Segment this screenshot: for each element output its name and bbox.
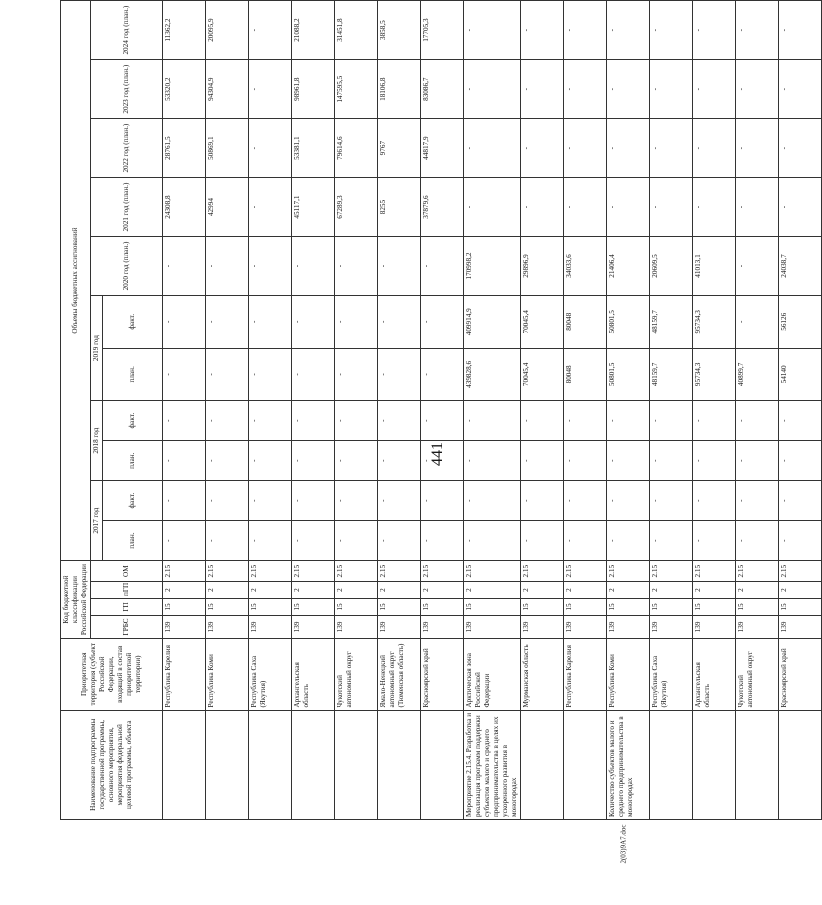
- cell-gp: 15: [521, 599, 564, 616]
- cell-grbs: 139: [292, 615, 335, 638]
- cell-territory: Красноярский край: [779, 638, 822, 710]
- table-row: [464, 1, 521, 820]
- header-om: ОМ: [91, 561, 163, 582]
- cell-2018-plan: -: [163, 441, 206, 481]
- cell-2019-plan: -: [421, 348, 464, 401]
- cell-2021: -: [736, 178, 779, 237]
- cell-2019-fact: 70045,4: [521, 295, 564, 348]
- table-row: [521, 1, 564, 820]
- cell-2023: -: [464, 60, 521, 119]
- header-2021: 2021 год (план.): [91, 178, 163, 237]
- cell-grbs: 139: [693, 615, 736, 638]
- cell-2017-plan: -: [378, 521, 421, 561]
- cell-2024: -: [521, 1, 564, 60]
- cell-2018-plan: -: [693, 441, 736, 481]
- cell-2021: -: [779, 178, 822, 237]
- cell-gp: 15: [693, 599, 736, 616]
- cell-2021: -: [249, 178, 292, 237]
- cell-gp: 15: [335, 599, 378, 616]
- cell-om: 2.15: [249, 561, 292, 582]
- cell-grbs: 139: [335, 615, 378, 638]
- cell-2019-fact: -: [292, 295, 335, 348]
- cell-2023: -: [521, 60, 564, 119]
- cell-grbs: 139: [521, 615, 564, 638]
- cell-2019-plan: -: [378, 348, 421, 401]
- cell-name: [292, 710, 335, 819]
- cell-2017-plan: -: [521, 521, 564, 561]
- cell-2022: -: [464, 119, 521, 178]
- cell-2022: -: [779, 119, 822, 178]
- cell-2018-fact: -: [206, 401, 249, 441]
- cell-2019-fact: -: [421, 295, 464, 348]
- cell-om: 2.15: [421, 561, 464, 582]
- cell-2022: -: [249, 119, 292, 178]
- cell-2020: -: [421, 237, 464, 296]
- table-row: [421, 1, 464, 820]
- header-pgp: пГП: [91, 582, 163, 599]
- cell-2017-fact: -: [378, 481, 421, 521]
- cell-om: 2.15: [650, 561, 693, 582]
- cell-2024: -: [736, 1, 779, 60]
- cell-pgp: 2: [206, 582, 249, 599]
- cell-2022: -: [650, 119, 693, 178]
- cell-2023: -: [650, 60, 693, 119]
- cell-2017-fact: -: [564, 481, 607, 521]
- cell-name: [521, 710, 564, 819]
- cell-2017-fact: -: [779, 481, 822, 521]
- cell-2017-fact: -: [335, 481, 378, 521]
- cell-2017-fact: -: [650, 481, 693, 521]
- cell-grbs: 139: [564, 615, 607, 638]
- cell-2021: -: [564, 178, 607, 237]
- header-territory: Приоритетная территория (субъект Российской Федерации, входящий в состав приоритетной территории): [61, 638, 163, 710]
- cell-2022: 53381,1: [292, 119, 335, 178]
- cell-2018-plan: -: [650, 441, 693, 481]
- cell-2019-fact: -: [736, 295, 779, 348]
- cell-2018-plan: -: [607, 441, 650, 481]
- cell-territory: Республика Карелия: [564, 638, 607, 710]
- cell-territory: Республика Карелия: [163, 638, 206, 710]
- cell-territory: Красноярский край: [421, 638, 464, 710]
- cell-2017-fact: -: [521, 481, 564, 521]
- cell-2019-plan: 439828,6: [464, 348, 521, 401]
- header-gp: ГП: [91, 599, 163, 616]
- cell-2018-fact: -: [693, 401, 736, 441]
- cell-2021: -: [521, 178, 564, 237]
- cell-name: [421, 710, 464, 819]
- cell-2018-fact: -: [378, 401, 421, 441]
- cell-gp: 15: [607, 599, 650, 616]
- cell-gp: 15: [421, 599, 464, 616]
- cell-2019-fact: -: [206, 295, 249, 348]
- cell-2023: 98961,8: [292, 60, 335, 119]
- table-row: [378, 1, 421, 820]
- cell-2023: -: [693, 60, 736, 119]
- cell-2017-plan: -: [464, 521, 521, 561]
- cell-2019-plan: -: [163, 348, 206, 401]
- cell-2017-plan: -: [421, 521, 464, 561]
- cell-2023: 83086,7: [421, 60, 464, 119]
- cell-2024: -: [779, 1, 822, 60]
- rotated-table-container: [60, 0, 788, 820]
- cell-pgp: 2: [464, 582, 521, 599]
- cell-2017-plan: -: [163, 521, 206, 561]
- cell-grbs: 139: [464, 615, 521, 638]
- cell-territory: Ямало-Ненецкий автономный округ (Тюменская область): [378, 638, 421, 710]
- table-row: [292, 1, 335, 820]
- cell-2018-plan: -: [378, 441, 421, 481]
- cell-2021: -: [650, 178, 693, 237]
- cell-2017-plan: -: [564, 521, 607, 561]
- budget-table: [60, 0, 822, 820]
- cell-2024: -: [464, 1, 521, 60]
- table-row: [650, 1, 693, 820]
- cell-2023: -: [607, 60, 650, 119]
- header-2019-plan: план.: [103, 348, 163, 401]
- cell-2019-fact: 80048: [564, 295, 607, 348]
- cell-om: 2.15: [736, 561, 779, 582]
- cell-pgp: 2: [521, 582, 564, 599]
- cell-grbs: 139: [779, 615, 822, 638]
- cell-2018-plan: -: [292, 441, 335, 481]
- cell-2021: -: [464, 178, 521, 237]
- cell-2019-plan: 80048: [564, 348, 607, 401]
- cell-2023: -: [249, 60, 292, 119]
- cell-2019-plan: 40899,7: [736, 348, 779, 401]
- cell-gp: 15: [378, 599, 421, 616]
- cell-pgp: 2: [607, 582, 650, 599]
- cell-2018-fact: -: [249, 401, 292, 441]
- cell-territory: Мурманская область: [521, 638, 564, 710]
- cell-territory: Чукотский автономный округ: [335, 638, 378, 710]
- cell-2019-fact: -: [378, 295, 421, 348]
- cell-om: 2.15: [335, 561, 378, 582]
- cell-2022: 44817,9: [421, 119, 464, 178]
- cell-2022: -: [736, 119, 779, 178]
- cell-2019-fact: -: [335, 295, 378, 348]
- cell-2018-plan: -: [736, 441, 779, 481]
- cell-pgp: 2: [779, 582, 822, 599]
- cell-gp: 15: [292, 599, 335, 616]
- header-2019: 2019 год: [91, 295, 103, 400]
- cell-2024: 17705,3: [421, 1, 464, 60]
- cell-2019-plan: 70045,4: [521, 348, 564, 401]
- cell-gp: 15: [249, 599, 292, 616]
- cell-2017-plan: -: [292, 521, 335, 561]
- cell-2018-fact: -: [607, 401, 650, 441]
- cell-2017-fact: -: [249, 481, 292, 521]
- cell-2024: -: [607, 1, 650, 60]
- cell-2019-plan: 54140: [779, 348, 822, 401]
- cell-2020: 24038,7: [779, 237, 822, 296]
- cell-pgp: 2: [736, 582, 779, 599]
- cell-2022: 50869,1: [206, 119, 249, 178]
- cell-2017-fact: -: [163, 481, 206, 521]
- cell-2024: -: [249, 1, 292, 60]
- cell-2018-fact: -: [292, 401, 335, 441]
- cell-2019-plan: -: [206, 348, 249, 401]
- cell-2020: -: [378, 237, 421, 296]
- cell-name: [736, 710, 779, 819]
- cell-2023: 147595,5: [335, 60, 378, 119]
- table-row: [335, 1, 378, 820]
- cell-2018-fact: -: [335, 401, 378, 441]
- cell-2017-plan: -: [249, 521, 292, 561]
- cell-pgp: 2: [378, 582, 421, 599]
- cell-2024: 3858,5: [378, 1, 421, 60]
- cell-om: 2.15: [163, 561, 206, 582]
- header-2017-fact: факт.: [103, 481, 163, 521]
- cell-2019-plan: 95734,3: [693, 348, 736, 401]
- cell-om: 2.15: [521, 561, 564, 582]
- cell-2019-fact: 56126: [779, 295, 822, 348]
- cell-pgp: 2: [421, 582, 464, 599]
- cell-2020: 21406,4: [607, 237, 650, 296]
- cell-2022: 79614,6: [335, 119, 378, 178]
- cell-2018-plan: -: [464, 441, 521, 481]
- cell-2020: -: [206, 237, 249, 296]
- cell-name: [335, 710, 378, 819]
- cell-name: Количество субъектов малого и среднего предпринимательства в моногородах: [607, 710, 650, 819]
- cell-om: 2.15: [564, 561, 607, 582]
- cell-2024: -: [693, 1, 736, 60]
- cell-territory: Арктическая зона Российской Федерации: [464, 638, 521, 710]
- cell-2019-plan: -: [335, 348, 378, 401]
- cell-2020: 29896,9: [521, 237, 564, 296]
- cell-2022: -: [693, 119, 736, 178]
- table-row: [736, 1, 779, 820]
- cell-2018-plan: -: [421, 441, 464, 481]
- cell-2018-plan: -: [206, 441, 249, 481]
- cell-2020: -: [292, 237, 335, 296]
- cell-2018-fact: -: [464, 401, 521, 441]
- cell-2021: -: [607, 178, 650, 237]
- cell-om: 2.15: [693, 561, 736, 582]
- header-code-group: Код бюджетной классификации Российской Федерации: [61, 561, 91, 639]
- cell-2021: 45117,1: [292, 178, 335, 237]
- cell-2020: -: [335, 237, 378, 296]
- header-name: Наименование подпрограммы государственной программы, основного мероприятия, мероприятия федеральной целевой программы, объекта: [61, 710, 163, 819]
- cell-2019-plan: -: [249, 348, 292, 401]
- header-2018: 2018 год: [91, 401, 103, 481]
- cell-2024: -: [650, 1, 693, 60]
- cell-territory: Республика Саха (Якутия): [650, 638, 693, 710]
- header-2020: 2020 год (план.): [91, 237, 163, 296]
- cell-territory: Республика Коми: [607, 638, 650, 710]
- cell-2019-fact: 48159,7: [650, 295, 693, 348]
- cell-2017-fact: -: [421, 481, 464, 521]
- cell-grbs: 139: [421, 615, 464, 638]
- cell-gp: 15: [650, 599, 693, 616]
- cell-2017-fact: -: [607, 481, 650, 521]
- cell-pgp: 2: [650, 582, 693, 599]
- cell-name: Мероприятие 2.15.4. Разработка и реализация программ поддержки субъектов малого и среднего предпринимательства в целях их ускоренного развития в моногородах: [464, 710, 521, 819]
- header-2017-plan: план.: [103, 521, 163, 561]
- cell-grbs: 139: [206, 615, 249, 638]
- table-row: [249, 1, 292, 820]
- cell-gp: 15: [206, 599, 249, 616]
- cell-om: 2.15: [206, 561, 249, 582]
- cell-2018-plan: -: [249, 441, 292, 481]
- cell-name: [564, 710, 607, 819]
- header-2018-fact: факт.: [103, 401, 163, 441]
- cell-2019-fact: -: [249, 295, 292, 348]
- table-row: [206, 1, 249, 820]
- cell-2017-fact: -: [693, 481, 736, 521]
- cell-grbs: 139: [163, 615, 206, 638]
- cell-2019-plan: 50801,5: [607, 348, 650, 401]
- cell-gp: 15: [464, 599, 521, 616]
- cell-2022: -: [607, 119, 650, 178]
- cell-2017-plan: -: [650, 521, 693, 561]
- cell-2021: -: [693, 178, 736, 237]
- cell-territory: Республика Коми: [206, 638, 249, 710]
- cell-2017-plan: -: [736, 521, 779, 561]
- cell-2022: -: [564, 119, 607, 178]
- cell-2017-fact: -: [464, 481, 521, 521]
- cell-2018-fact: -: [650, 401, 693, 441]
- header-2022: 2022 год (план.): [91, 119, 163, 178]
- table-row: [693, 1, 736, 820]
- cell-2024: 21088,2: [292, 1, 335, 60]
- cell-2020: 20609,5: [650, 237, 693, 296]
- cell-gp: 15: [779, 599, 822, 616]
- cell-territory: Архангельская область: [693, 638, 736, 710]
- cell-2017-plan: -: [607, 521, 650, 561]
- cell-pgp: 2: [335, 582, 378, 599]
- cell-2021: 67289,3: [335, 178, 378, 237]
- cell-name: [693, 710, 736, 819]
- cell-2019-plan: 48159,7: [650, 348, 693, 401]
- cell-2017-fact: -: [736, 481, 779, 521]
- header-volumes: Объемы бюджетных ассигнований: [61, 1, 91, 561]
- cell-om: 2.15: [779, 561, 822, 582]
- cell-om: 2.15: [464, 561, 521, 582]
- cell-2020: -: [249, 237, 292, 296]
- cell-grbs: 139: [736, 615, 779, 638]
- cell-territory: Республика Саха (Якутия): [249, 638, 292, 710]
- header-2018-plan: план.: [103, 441, 163, 481]
- cell-2017-plan: -: [779, 521, 822, 561]
- cell-2017-plan: -: [206, 521, 249, 561]
- cell-2020: 41013,1: [693, 237, 736, 296]
- table-body: [163, 1, 822, 820]
- cell-2021: 24308,8: [163, 178, 206, 237]
- table-row: [607, 1, 650, 820]
- cell-2018-plan: -: [521, 441, 564, 481]
- cell-2018-fact: -: [521, 401, 564, 441]
- cell-grbs: 139: [650, 615, 693, 638]
- cell-2023: -: [564, 60, 607, 119]
- cell-name: [163, 710, 206, 819]
- cell-grbs: 139: [249, 615, 292, 638]
- cell-gp: 15: [163, 599, 206, 616]
- cell-2020: -: [736, 237, 779, 296]
- header-2019-fact: факт.: [103, 295, 163, 348]
- cell-grbs: 139: [378, 615, 421, 638]
- cell-2023: -: [736, 60, 779, 119]
- cell-2021: 42994: [206, 178, 249, 237]
- cell-2024: 20095,9: [206, 1, 249, 60]
- cell-2022: 9767: [378, 119, 421, 178]
- cell-2018-fact: -: [736, 401, 779, 441]
- table-row: [564, 1, 607, 820]
- cell-name: [206, 710, 249, 819]
- cell-2018-fact: -: [564, 401, 607, 441]
- cell-2018-fact: -: [421, 401, 464, 441]
- header-grbs: ГРБС: [91, 615, 163, 638]
- cell-2019-fact: 50801,5: [607, 295, 650, 348]
- cell-2023: 94304,9: [206, 60, 249, 119]
- table-row: [779, 1, 822, 820]
- table-row: [163, 1, 206, 820]
- cell-2017-fact: -: [206, 481, 249, 521]
- cell-gp: 15: [564, 599, 607, 616]
- cell-2023: 53320,2: [163, 60, 206, 119]
- table-header: [61, 1, 163, 820]
- cell-name: [779, 710, 822, 819]
- cell-2021: 8255: [378, 178, 421, 237]
- cell-2023: -: [779, 60, 822, 119]
- cell-2022: 28761,5: [163, 119, 206, 178]
- cell-om: 2.15: [378, 561, 421, 582]
- cell-name: [650, 710, 693, 819]
- cell-gp: 15: [736, 599, 779, 616]
- cell-2023: 18106,8: [378, 60, 421, 119]
- cell-pgp: 2: [163, 582, 206, 599]
- cell-2020: 34033,6: [564, 237, 607, 296]
- cell-grbs: 139: [607, 615, 650, 638]
- cell-2022: -: [521, 119, 564, 178]
- cell-2019-plan: -: [292, 348, 335, 401]
- cell-2017-fact: -: [292, 481, 335, 521]
- cell-2019-fact: 409914,9: [464, 295, 521, 348]
- header-2017: 2017 год: [91, 481, 103, 561]
- cell-2017-plan: -: [693, 521, 736, 561]
- cell-2020: 170998,2: [464, 237, 521, 296]
- cell-territory: Чукотский автономный округ: [736, 638, 779, 710]
- cell-2018-plan: -: [779, 441, 822, 481]
- cell-name: [378, 710, 421, 819]
- cell-pgp: 2: [249, 582, 292, 599]
- page-number: 441: [429, 442, 446, 466]
- cell-2019-fact: -: [163, 295, 206, 348]
- cell-2024: -: [564, 1, 607, 60]
- cell-2018-plan: -: [335, 441, 378, 481]
- cell-pgp: 2: [693, 582, 736, 599]
- cell-2018-fact: -: [779, 401, 822, 441]
- cell-2018-fact: -: [163, 401, 206, 441]
- cell-pgp: 2: [292, 582, 335, 599]
- cell-2018-plan: -: [564, 441, 607, 481]
- cell-om: 2.15: [292, 561, 335, 582]
- cell-territory: Архангельская область: [292, 638, 335, 710]
- cell-2017-plan: -: [335, 521, 378, 561]
- cell-2024: 31451,8: [335, 1, 378, 60]
- cell-2019-fact: 95734,3: [693, 295, 736, 348]
- cell-pgp: 2: [564, 582, 607, 599]
- header-2023: 2023 год (план.): [91, 60, 163, 119]
- cell-om: 2.15: [607, 561, 650, 582]
- cell-2021: 37879,6: [421, 178, 464, 237]
- cell-2024: 11362,2: [163, 1, 206, 60]
- footer-filename: 2(03)9А7.doc: [619, 824, 628, 864]
- cell-name: [249, 710, 292, 819]
- cell-2020: -: [163, 237, 206, 296]
- header-2024: 2024 год (план.): [91, 1, 163, 60]
